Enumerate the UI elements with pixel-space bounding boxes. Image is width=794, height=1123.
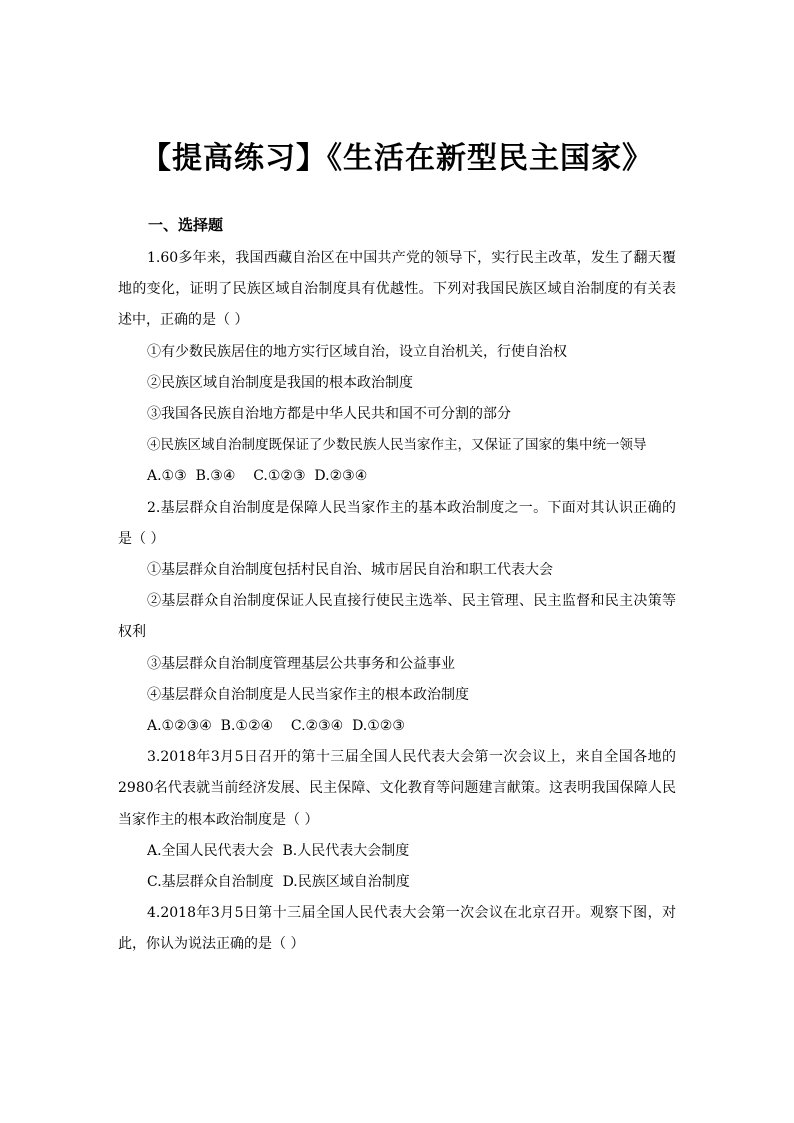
question-1-option-2: ②民族区域自治制度是我国的根本政治制度	[147, 374, 413, 391]
page-title: 【提高练习】《生活在新型民主国家》	[141, 141, 653, 176]
question-2-option-3: ③基层群众自治制度管理基层公共事务和公益事业	[147, 655, 455, 672]
question-2-stem: 2.基层群众自治制度是保障人民当家作主的基本政治制度之一。下面对其认识正确的是（ ）	[118, 499, 676, 547]
question-3-stem: 3.2018年3月5日召开的第十三届全国人民代表大会第一次会议上，来自全国各地的2980名代表就当前经济发展、民主保障、文化教育等问题建言献策。这表明我国保障人民当家作主的根本政治制度是（ ）	[118, 749, 676, 828]
question-1-option-4: ④民族区域自治制度既保证了少数民族人民当家作主，又保证了国家的集中统一领导	[147, 437, 647, 454]
question-2-option-2: ②基层群众自治制度保证人民直接行使民主选举、民主管理、民主监督和民主决策等权利	[118, 593, 676, 641]
question-2-option-1: ①基层群众自治制度包括村民自治、城市居民自治和职工代表大会	[147, 562, 553, 579]
question-2-answers: A.①②③④ B.①②④ C.②③④ D.①②③	[147, 718, 405, 735]
section-heading: 一、选择题	[148, 216, 224, 234]
question-3-answers-line-1: A.全国人民代表大会 B.人民代表大会制度	[147, 842, 410, 859]
question-1-stem: 1.60多年来，我国西藏自治区在中国共产党的领导下，实行民主改革，发生了翻天覆地的变化，证明了民族区域自治制度具有优越性。下列对我国民族区域自治制度的有关表述中，正确的是（ ）	[118, 250, 676, 329]
question-1-answers: A.①③ B.③④ C.①②③ D.②③④	[147, 468, 368, 485]
question-3-answers-line-2: C.基层群众自治制度 D.民族区域自治制度	[147, 874, 410, 891]
question-1-option-1: ①有少数民族居住的地方实行区域自治，设立自治机关，行使自治权	[147, 343, 567, 360]
question-list	[118, 243, 676, 961]
question-1-option-3: ③我国各民族自治地方都是中华人民共和国不可分割的部分	[147, 406, 511, 423]
question-4-stem: 4.2018年3月5日第十三届全国人民代表大会第一次会议在北京召开。观察下图，对此，你认为说法正确的是（ ）	[118, 905, 676, 953]
question-2-option-4: ④基层群众自治制度是人民当家作主的根本政治制度	[147, 686, 469, 703]
